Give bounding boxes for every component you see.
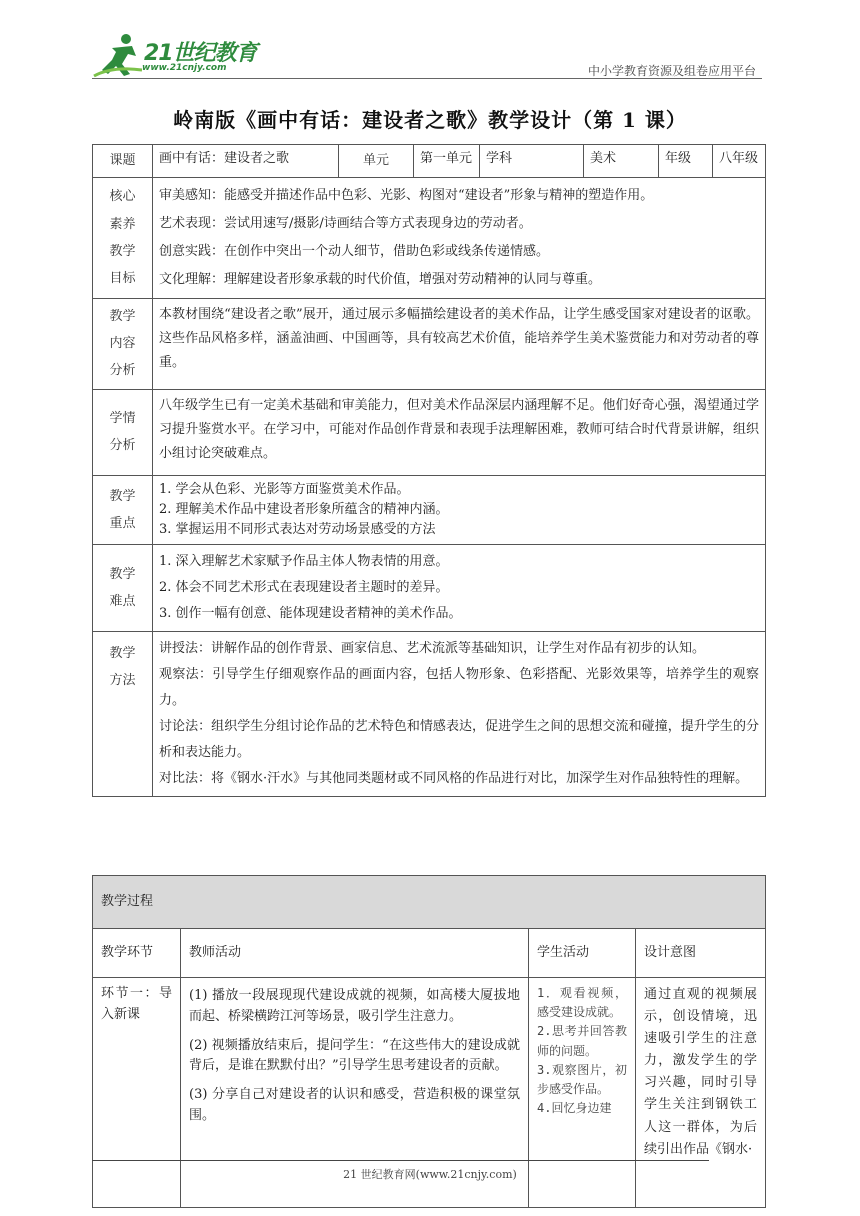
student-cell: 1．观看视频，感受建设成就。 2.思考并回答教师的问题。 3.观察图片，初步感受作品。 4.回忆身边建	[529, 978, 636, 1208]
course-label: 课题	[93, 145, 153, 178]
section-label: 教学 内容 分析	[93, 298, 153, 389]
section-content: 1. 深入理解艺术家赋予作品主体人物表情的用意。 2. 体会不同艺术形式在表现建设者主题时的差异。 3. 创作一幅有创意、能体现建设者精神的美术作品。	[153, 545, 766, 632]
section-row-goals	[93, 178, 766, 299]
intent-cell: 通过直观的视频展示，创设情境，迅速吸引学生的注意力，激发学生的学习兴趣，同时引导学生关注到钢铁工人这一群体，为后续引出作品《钢水·	[636, 978, 766, 1208]
design-table	[92, 144, 766, 797]
subject-value: 美术	[584, 145, 659, 178]
page-header	[92, 30, 762, 82]
subject-label: 学科	[480, 145, 584, 178]
document-title: 岭南版《画中有话：建设者之歌》教学设计（第 1 课）	[173, 108, 687, 132]
process-header-row	[93, 929, 766, 978]
header-divider	[92, 78, 762, 79]
header-teacher: 教师活动	[181, 929, 529, 978]
unit-label: 单元	[339, 145, 414, 178]
process-table	[92, 875, 766, 1208]
platform-name: 中小学教育资源及组卷应用平台	[587, 64, 756, 78]
header-stage: 教学环节	[93, 929, 181, 978]
section-label: 教学 难点	[93, 545, 153, 632]
course-value: 画中有话：建设者之歌	[153, 145, 339, 178]
section-label: 核心 素养 教学 目标	[93, 178, 153, 299]
teacher-cell: (1) 播放一段展现现代建设成就的视频，如高楼大厦拔地而起、桥梁横跨江河等场景，吸引学生注意力。 (2) 视频播放结束后，提问学生：“在这些伟大的建设成就背后，是谁在默默付出？”引导学生思考建设者的贡献。 (3) 分享自己对建设者的认识和感受，营造积极的课堂氛围。	[181, 978, 529, 1208]
section-content: 讲授法：讲解作品的创作背景、画家信息、艺术流派等基础知识，让学生对作品有初步的认知。 观察法：引导学生仔细观察作品的画面内容，包括人物形象、色彩搭配、光影效果等，培养学生的观察力。 讨论法：组织学生分组讨论作品的艺术特色和情感表达，促进学生之间的思想交流和碰撞，提升学生的分析和表达能力。 对比法：将《钢水·汗水》与其他同类题材或不同风格的作品进行对比，加深学生对作品独特性的理解。	[153, 632, 766, 797]
section-label: 教学 方法	[93, 632, 153, 797]
footer-divider	[92, 1160, 709, 1161]
logo-url: www.21cnjy.com	[142, 63, 227, 73]
section-row-key-points	[93, 475, 766, 544]
section-row-methods	[93, 632, 766, 797]
section-label: 学情 分析	[93, 389, 153, 475]
unit-value: 第一单元	[414, 145, 480, 178]
logo-text: 21世纪教育	[144, 41, 257, 66]
section-content: 审美感知：能感受并描述作品中色彩、光影、构图对“建设者”形象与精神的塑造作用。 艺术表现：尝试用速写/摄影/诗画结合等方式表现身边的劳动者。 创意实践：在创作中突出一个动人细节，借助色彩或线条传递情感。 文化理解：理解建设者形象承载的时代价值，增强对劳动精神的认同与尊重。	[153, 178, 766, 299]
header-intent: 设计意图	[636, 929, 766, 978]
section-label: 教学 重点	[93, 475, 153, 544]
section-row-learner-analysis	[93, 389, 766, 475]
section-row-content-analysis	[93, 298, 766, 389]
process-title: 教学过程	[93, 876, 766, 929]
grade-value: 八年级	[713, 145, 766, 178]
section-content: 1. 学会从色彩、光影等方面鉴赏美术作品。 2. 理解美术作品中建设者形象所蕴含的精神内涵。 3. 掌握运用不同形式表达对劳动场景感受的方法	[153, 475, 766, 544]
grade-label: 年级	[659, 145, 713, 178]
section-content: 本教材围绕“建设者之歌”展开，通过展示多幅描绘建设者的美术作品，让学生感受国家对建设者的讴歌。这些作品风格多样，涵盖油画、中国画等，具有较高艺术价值，能培养学生美术鉴赏能力和对劳动者的尊重。	[153, 298, 766, 389]
header-student: 学生活动	[529, 929, 636, 978]
section-content: 八年级学生已有一定美术基础和审美能力，但对美术作品深层内涵理解不足。他们好奇心强，渴望通过学习提升鉴赏水平。在学习中，可能对作品创作背景和表现手法理解困难，教师可结合时代背景讲解，组织小组讨论突破难点。	[153, 389, 766, 475]
stage-cell: 环节一：导入新课	[93, 978, 181, 1208]
logo	[92, 30, 267, 80]
info-row	[93, 145, 766, 178]
page-footer: 21 世纪教育网(www.21cnjy.com)	[343, 1168, 517, 1181]
section-row-difficulties	[93, 545, 766, 632]
